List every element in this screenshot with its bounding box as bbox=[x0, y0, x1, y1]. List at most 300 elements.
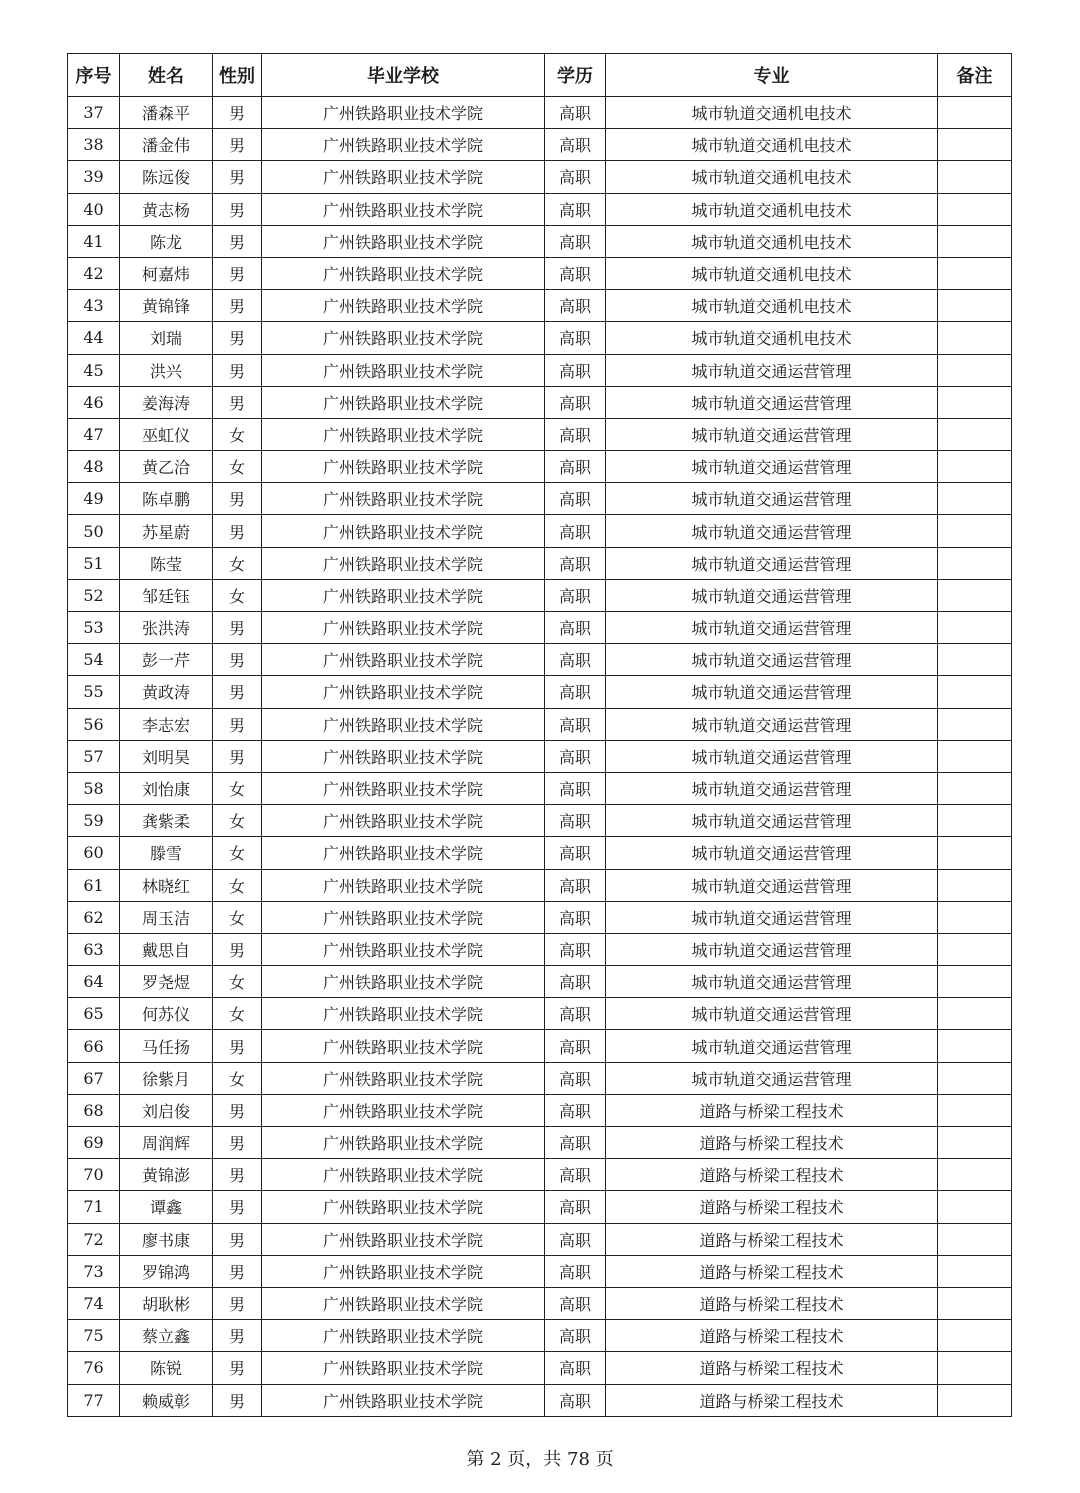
cell-remark bbox=[938, 97, 1012, 129]
cell-gender: 男 bbox=[213, 1094, 262, 1126]
cell-name: 林晓红 bbox=[120, 869, 213, 901]
cell-education: 高职 bbox=[545, 933, 606, 965]
cell-seq: 77 bbox=[68, 1384, 120, 1416]
header-gender: 性别 bbox=[213, 54, 262, 97]
cell-remark bbox=[938, 1159, 1012, 1191]
cell-education: 高职 bbox=[545, 515, 606, 547]
cell-gender: 男 bbox=[213, 1287, 262, 1319]
cell-education: 高职 bbox=[545, 1223, 606, 1255]
cell-seq: 55 bbox=[68, 676, 120, 708]
cell-education: 高职 bbox=[545, 966, 606, 998]
cell-major: 城市轨道交通运营管理 bbox=[606, 805, 938, 837]
table-row bbox=[68, 483, 1012, 515]
table-row bbox=[68, 740, 1012, 772]
cell-major: 城市轨道交通运营管理 bbox=[606, 837, 938, 869]
cell-name: 柯嘉炜 bbox=[120, 257, 213, 289]
cell-education: 高职 bbox=[545, 1352, 606, 1384]
cell-seq: 70 bbox=[68, 1159, 120, 1191]
cell-education: 高职 bbox=[545, 483, 606, 515]
cell-name: 潘金伟 bbox=[120, 129, 213, 161]
cell-seq: 61 bbox=[68, 869, 120, 901]
cell-gender: 女 bbox=[213, 869, 262, 901]
cell-major: 城市轨道交通运营管理 bbox=[606, 579, 938, 611]
cell-major: 城市轨道交通运营管理 bbox=[606, 933, 938, 965]
cell-education: 高职 bbox=[545, 805, 606, 837]
roster-table bbox=[67, 53, 1012, 1417]
table-row bbox=[68, 322, 1012, 354]
table-row bbox=[68, 1191, 1012, 1223]
table-row bbox=[68, 1255, 1012, 1287]
cell-remark bbox=[938, 612, 1012, 644]
cell-seq: 38 bbox=[68, 129, 120, 161]
cell-gender: 男 bbox=[213, 1030, 262, 1062]
cell-name: 陈锐 bbox=[120, 1352, 213, 1384]
cell-gender: 男 bbox=[213, 740, 262, 772]
cell-remark bbox=[938, 322, 1012, 354]
cell-seq: 49 bbox=[68, 483, 120, 515]
cell-education: 高职 bbox=[545, 257, 606, 289]
table-row bbox=[68, 257, 1012, 289]
cell-major: 城市轨道交通运营管理 bbox=[606, 676, 938, 708]
cell-name: 黄锦澎 bbox=[120, 1159, 213, 1191]
cell-seq: 72 bbox=[68, 1223, 120, 1255]
cell-major: 城市轨道交通运营管理 bbox=[606, 483, 938, 515]
cell-gender: 女 bbox=[213, 418, 262, 450]
table-row bbox=[68, 225, 1012, 257]
cell-gender: 男 bbox=[213, 1384, 262, 1416]
cell-remark bbox=[938, 193, 1012, 225]
table-row bbox=[68, 869, 1012, 901]
cell-education: 高职 bbox=[545, 225, 606, 257]
cell-major: 城市轨道交通运营管理 bbox=[606, 515, 938, 547]
cell-seq: 47 bbox=[68, 418, 120, 450]
cell-gender: 男 bbox=[213, 515, 262, 547]
header-name: 姓名 bbox=[120, 54, 213, 97]
cell-seq: 52 bbox=[68, 579, 120, 611]
cell-name: 蔡立鑫 bbox=[120, 1320, 213, 1352]
cell-gender: 男 bbox=[213, 97, 262, 129]
table-body bbox=[68, 97, 1012, 1417]
cell-name: 刘怡康 bbox=[120, 772, 213, 804]
cell-remark bbox=[938, 1062, 1012, 1094]
cell-seq: 63 bbox=[68, 933, 120, 965]
cell-name: 姜海涛 bbox=[120, 386, 213, 418]
cell-seq: 76 bbox=[68, 1352, 120, 1384]
cell-seq: 66 bbox=[68, 1030, 120, 1062]
cell-seq: 53 bbox=[68, 612, 120, 644]
cell-major: 城市轨道交通机电技术 bbox=[606, 129, 938, 161]
cell-major: 城市轨道交通运营管理 bbox=[606, 869, 938, 901]
table-row bbox=[68, 1127, 1012, 1159]
cell-remark bbox=[938, 290, 1012, 322]
cell-gender: 男 bbox=[213, 1223, 262, 1255]
table-row bbox=[68, 901, 1012, 933]
cell-name: 陈远俊 bbox=[120, 161, 213, 193]
cell-gender: 女 bbox=[213, 451, 262, 483]
cell-education: 高职 bbox=[545, 129, 606, 161]
cell-seq: 58 bbox=[68, 772, 120, 804]
cell-remark bbox=[938, 772, 1012, 804]
cell-name: 徐紫月 bbox=[120, 1062, 213, 1094]
cell-school: 广州铁路职业技术学院 bbox=[262, 1287, 545, 1319]
cell-major: 道路与桥梁工程技术 bbox=[606, 1127, 938, 1159]
cell-gender: 女 bbox=[213, 547, 262, 579]
cell-major: 道路与桥梁工程技术 bbox=[606, 1191, 938, 1223]
cell-major: 道路与桥梁工程技术 bbox=[606, 1287, 938, 1319]
cell-education: 高职 bbox=[545, 708, 606, 740]
table-row bbox=[68, 418, 1012, 450]
cell-remark bbox=[938, 933, 1012, 965]
cell-name: 洪兴 bbox=[120, 354, 213, 386]
cell-gender: 女 bbox=[213, 1062, 262, 1094]
cell-major: 道路与桥梁工程技术 bbox=[606, 1352, 938, 1384]
table-row bbox=[68, 1384, 1012, 1416]
header-school: 毕业学校 bbox=[262, 54, 545, 97]
table-row bbox=[68, 354, 1012, 386]
cell-major: 城市轨道交通运营管理 bbox=[606, 740, 938, 772]
cell-education: 高职 bbox=[545, 1062, 606, 1094]
table-row bbox=[68, 1352, 1012, 1384]
table-row bbox=[68, 772, 1012, 804]
cell-gender: 男 bbox=[213, 322, 262, 354]
cell-seq: 54 bbox=[68, 644, 120, 676]
cell-education: 高职 bbox=[545, 1159, 606, 1191]
cell-name: 刘启俊 bbox=[120, 1094, 213, 1126]
cell-school: 广州铁路职业技术学院 bbox=[262, 708, 545, 740]
cell-remark bbox=[938, 1287, 1012, 1319]
table-row bbox=[68, 1223, 1012, 1255]
cell-remark bbox=[938, 579, 1012, 611]
cell-remark bbox=[938, 805, 1012, 837]
cell-education: 高职 bbox=[545, 322, 606, 354]
cell-school: 广州铁路职业技术学院 bbox=[262, 1191, 545, 1223]
cell-seq: 62 bbox=[68, 901, 120, 933]
cell-major: 城市轨道交通运营管理 bbox=[606, 418, 938, 450]
cell-gender: 男 bbox=[213, 612, 262, 644]
cell-major: 城市轨道交通机电技术 bbox=[606, 161, 938, 193]
cell-gender: 男 bbox=[213, 1255, 262, 1287]
cell-major: 道路与桥梁工程技术 bbox=[606, 1223, 938, 1255]
cell-seq: 69 bbox=[68, 1127, 120, 1159]
cell-remark bbox=[938, 1030, 1012, 1062]
header-education: 学历 bbox=[545, 54, 606, 97]
cell-name: 罗锦鸿 bbox=[120, 1255, 213, 1287]
cell-major: 城市轨道交通运营管理 bbox=[606, 901, 938, 933]
table-row bbox=[68, 451, 1012, 483]
table-row bbox=[68, 805, 1012, 837]
cell-major: 城市轨道交通机电技术 bbox=[606, 257, 938, 289]
cell-major: 城市轨道交通运营管理 bbox=[606, 966, 938, 998]
cell-major: 道路与桥梁工程技术 bbox=[606, 1384, 938, 1416]
cell-education: 高职 bbox=[545, 1287, 606, 1319]
cell-remark bbox=[938, 386, 1012, 418]
cell-school: 广州铁路职业技术学院 bbox=[262, 579, 545, 611]
table-row bbox=[68, 97, 1012, 129]
cell-gender: 女 bbox=[213, 966, 262, 998]
cell-name: 周润辉 bbox=[120, 1127, 213, 1159]
cell-education: 高职 bbox=[545, 547, 606, 579]
table-row bbox=[68, 998, 1012, 1030]
cell-school: 广州铁路职业技术学院 bbox=[262, 418, 545, 450]
cell-seq: 74 bbox=[68, 1287, 120, 1319]
cell-major: 城市轨道交通运营管理 bbox=[606, 386, 938, 418]
cell-major: 城市轨道交通运营管理 bbox=[606, 1062, 938, 1094]
cell-gender: 男 bbox=[213, 708, 262, 740]
cell-school: 广州铁路职业技术学院 bbox=[262, 998, 545, 1030]
cell-gender: 男 bbox=[213, 161, 262, 193]
cell-school: 广州铁路职业技术学院 bbox=[262, 805, 545, 837]
header-remark: 备注 bbox=[938, 54, 1012, 97]
cell-remark bbox=[938, 1352, 1012, 1384]
cell-school: 广州铁路职业技术学院 bbox=[262, 1127, 545, 1159]
cell-school: 广州铁路职业技术学院 bbox=[262, 193, 545, 225]
cell-school: 广州铁路职业技术学院 bbox=[262, 547, 545, 579]
cell-school: 广州铁路职业技术学院 bbox=[262, 1159, 545, 1191]
cell-education: 高职 bbox=[545, 612, 606, 644]
cell-education: 高职 bbox=[545, 97, 606, 129]
cell-major: 城市轨道交通机电技术 bbox=[606, 225, 938, 257]
cell-education: 高职 bbox=[545, 386, 606, 418]
table-row bbox=[68, 129, 1012, 161]
cell-name: 陈莹 bbox=[120, 547, 213, 579]
cell-major: 城市轨道交通运营管理 bbox=[606, 998, 938, 1030]
cell-school: 广州铁路职业技术学院 bbox=[262, 933, 545, 965]
cell-name: 胡耿彬 bbox=[120, 1287, 213, 1319]
cell-remark bbox=[938, 1255, 1012, 1287]
cell-remark bbox=[938, 483, 1012, 515]
cell-seq: 64 bbox=[68, 966, 120, 998]
cell-name: 黄志杨 bbox=[120, 193, 213, 225]
cell-education: 高职 bbox=[545, 193, 606, 225]
cell-education: 高职 bbox=[545, 1384, 606, 1416]
cell-remark bbox=[938, 708, 1012, 740]
table-row bbox=[68, 966, 1012, 998]
cell-gender: 男 bbox=[213, 483, 262, 515]
table-row bbox=[68, 1287, 1012, 1319]
header-major: 专业 bbox=[606, 54, 938, 97]
cell-remark bbox=[938, 1127, 1012, 1159]
cell-gender: 男 bbox=[213, 129, 262, 161]
cell-remark bbox=[938, 451, 1012, 483]
cell-education: 高职 bbox=[545, 1030, 606, 1062]
cell-education: 高职 bbox=[545, 1094, 606, 1126]
cell-gender: 男 bbox=[213, 1352, 262, 1384]
cell-gender: 男 bbox=[213, 1191, 262, 1223]
cell-remark bbox=[938, 676, 1012, 708]
cell-name: 黄政涛 bbox=[120, 676, 213, 708]
table-row bbox=[68, 708, 1012, 740]
cell-remark bbox=[938, 901, 1012, 933]
cell-education: 高职 bbox=[545, 901, 606, 933]
cell-seq: 60 bbox=[68, 837, 120, 869]
cell-seq: 56 bbox=[68, 708, 120, 740]
cell-name: 何苏仪 bbox=[120, 998, 213, 1030]
cell-name: 李志宏 bbox=[120, 708, 213, 740]
cell-remark bbox=[938, 1320, 1012, 1352]
table-row bbox=[68, 837, 1012, 869]
cell-name: 罗尧煜 bbox=[120, 966, 213, 998]
header-seq: 序号 bbox=[68, 54, 120, 97]
cell-seq: 39 bbox=[68, 161, 120, 193]
cell-seq: 48 bbox=[68, 451, 120, 483]
cell-school: 广州铁路职业技术学院 bbox=[262, 644, 545, 676]
cell-education: 高职 bbox=[545, 1255, 606, 1287]
cell-education: 高职 bbox=[545, 740, 606, 772]
cell-education: 高职 bbox=[545, 869, 606, 901]
cell-major: 城市轨道交通运营管理 bbox=[606, 1030, 938, 1062]
cell-gender: 女 bbox=[213, 837, 262, 869]
cell-gender: 女 bbox=[213, 998, 262, 1030]
table-row bbox=[68, 1062, 1012, 1094]
cell-remark bbox=[938, 1223, 1012, 1255]
cell-seq: 51 bbox=[68, 547, 120, 579]
cell-major: 道路与桥梁工程技术 bbox=[606, 1159, 938, 1191]
cell-name: 巫虹仪 bbox=[120, 418, 213, 450]
cell-major: 城市轨道交通机电技术 bbox=[606, 193, 938, 225]
cell-school: 广州铁路职业技术学院 bbox=[262, 966, 545, 998]
cell-school: 广州铁路职业技术学院 bbox=[262, 901, 545, 933]
cell-name: 赖威彰 bbox=[120, 1384, 213, 1416]
page-number: 第 2 页，共 78 页 bbox=[466, 1449, 614, 1470]
cell-name: 廖书康 bbox=[120, 1223, 213, 1255]
cell-education: 高职 bbox=[545, 161, 606, 193]
cell-major: 道路与桥梁工程技术 bbox=[606, 1320, 938, 1352]
cell-school: 广州铁路职业技术学院 bbox=[262, 1384, 545, 1416]
cell-seq: 68 bbox=[68, 1094, 120, 1126]
table-row bbox=[68, 676, 1012, 708]
cell-name: 陈卓鹏 bbox=[120, 483, 213, 515]
cell-seq: 40 bbox=[68, 193, 120, 225]
table-row bbox=[68, 1159, 1012, 1191]
cell-major: 城市轨道交通运营管理 bbox=[606, 644, 938, 676]
cell-school: 广州铁路职业技术学院 bbox=[262, 1094, 545, 1126]
cell-education: 高职 bbox=[545, 998, 606, 1030]
cell-remark bbox=[938, 354, 1012, 386]
table-row bbox=[68, 612, 1012, 644]
cell-remark bbox=[938, 1191, 1012, 1223]
cell-school: 广州铁路职业技术学院 bbox=[262, 97, 545, 129]
cell-gender: 男 bbox=[213, 225, 262, 257]
cell-name: 黄乙洽 bbox=[120, 451, 213, 483]
cell-remark bbox=[938, 644, 1012, 676]
cell-education: 高职 bbox=[545, 1191, 606, 1223]
table-row bbox=[68, 193, 1012, 225]
table-row bbox=[68, 1094, 1012, 1126]
cell-gender: 女 bbox=[213, 772, 262, 804]
cell-school: 广州铁路职业技术学院 bbox=[262, 225, 545, 257]
cell-seq: 67 bbox=[68, 1062, 120, 1094]
cell-gender: 男 bbox=[213, 257, 262, 289]
cell-name: 刘明昊 bbox=[120, 740, 213, 772]
cell-school: 广州铁路职业技术学院 bbox=[262, 451, 545, 483]
table-row bbox=[68, 161, 1012, 193]
cell-remark bbox=[938, 161, 1012, 193]
table-row bbox=[68, 579, 1012, 611]
cell-seq: 46 bbox=[68, 386, 120, 418]
cell-major: 城市轨道交通机电技术 bbox=[606, 322, 938, 354]
cell-remark bbox=[938, 1384, 1012, 1416]
cell-remark bbox=[938, 225, 1012, 257]
cell-major: 城市轨道交通机电技术 bbox=[606, 97, 938, 129]
cell-gender: 男 bbox=[213, 1127, 262, 1159]
table-row bbox=[68, 547, 1012, 579]
cell-school: 广州铁路职业技术学院 bbox=[262, 129, 545, 161]
cell-gender: 女 bbox=[213, 579, 262, 611]
cell-school: 广州铁路职业技术学院 bbox=[262, 483, 545, 515]
cell-seq: 65 bbox=[68, 998, 120, 1030]
cell-school: 广州铁路职业技术学院 bbox=[262, 1255, 545, 1287]
cell-seq: 57 bbox=[68, 740, 120, 772]
cell-remark bbox=[938, 869, 1012, 901]
cell-seq: 43 bbox=[68, 290, 120, 322]
cell-school: 广州铁路职业技术学院 bbox=[262, 290, 545, 322]
table-row bbox=[68, 1030, 1012, 1062]
cell-seq: 75 bbox=[68, 1320, 120, 1352]
cell-remark bbox=[938, 1094, 1012, 1126]
cell-major: 城市轨道交通机电技术 bbox=[606, 290, 938, 322]
cell-school: 广州铁路职业技术学院 bbox=[262, 257, 545, 289]
cell-school: 广州铁路职业技术学院 bbox=[262, 161, 545, 193]
cell-gender: 男 bbox=[213, 933, 262, 965]
cell-name: 潘森平 bbox=[120, 97, 213, 129]
cell-gender: 男 bbox=[213, 1320, 262, 1352]
cell-seq: 42 bbox=[68, 257, 120, 289]
cell-name: 戴思自 bbox=[120, 933, 213, 965]
cell-education: 高职 bbox=[545, 772, 606, 804]
cell-gender: 男 bbox=[213, 386, 262, 418]
cell-school: 广州铁路职业技术学院 bbox=[262, 1223, 545, 1255]
cell-seq: 50 bbox=[68, 515, 120, 547]
cell-seq: 73 bbox=[68, 1255, 120, 1287]
cell-remark bbox=[938, 129, 1012, 161]
cell-name: 滕雪 bbox=[120, 837, 213, 869]
table-row bbox=[68, 515, 1012, 547]
cell-school: 广州铁路职业技术学院 bbox=[262, 869, 545, 901]
cell-gender: 男 bbox=[213, 1159, 262, 1191]
cell-remark bbox=[938, 740, 1012, 772]
cell-education: 高职 bbox=[545, 290, 606, 322]
header-row bbox=[68, 54, 1012, 97]
cell-major: 道路与桥梁工程技术 bbox=[606, 1255, 938, 1287]
cell-school: 广州铁路职业技术学院 bbox=[262, 515, 545, 547]
cell-major: 道路与桥梁工程技术 bbox=[606, 1094, 938, 1126]
cell-seq: 37 bbox=[68, 97, 120, 129]
table-row bbox=[68, 933, 1012, 965]
cell-gender: 男 bbox=[213, 354, 262, 386]
cell-school: 广州铁路职业技术学院 bbox=[262, 740, 545, 772]
cell-name: 马任扬 bbox=[120, 1030, 213, 1062]
cell-gender: 男 bbox=[213, 644, 262, 676]
cell-major: 城市轨道交通运营管理 bbox=[606, 547, 938, 579]
cell-school: 广州铁路职业技术学院 bbox=[262, 837, 545, 869]
cell-name: 刘瑞 bbox=[120, 322, 213, 354]
cell-education: 高职 bbox=[545, 837, 606, 869]
cell-gender: 女 bbox=[213, 901, 262, 933]
cell-seq: 45 bbox=[68, 354, 120, 386]
cell-school: 广州铁路职业技术学院 bbox=[262, 676, 545, 708]
cell-education: 高职 bbox=[545, 1320, 606, 1352]
cell-education: 高职 bbox=[545, 644, 606, 676]
cell-name: 黄锦锋 bbox=[120, 290, 213, 322]
cell-gender: 男 bbox=[213, 676, 262, 708]
cell-seq: 71 bbox=[68, 1191, 120, 1223]
cell-name: 周玉洁 bbox=[120, 901, 213, 933]
cell-gender: 女 bbox=[213, 805, 262, 837]
cell-school: 广州铁路职业技术学院 bbox=[262, 612, 545, 644]
cell-seq: 41 bbox=[68, 225, 120, 257]
cell-education: 高职 bbox=[545, 579, 606, 611]
cell-education: 高职 bbox=[545, 451, 606, 483]
